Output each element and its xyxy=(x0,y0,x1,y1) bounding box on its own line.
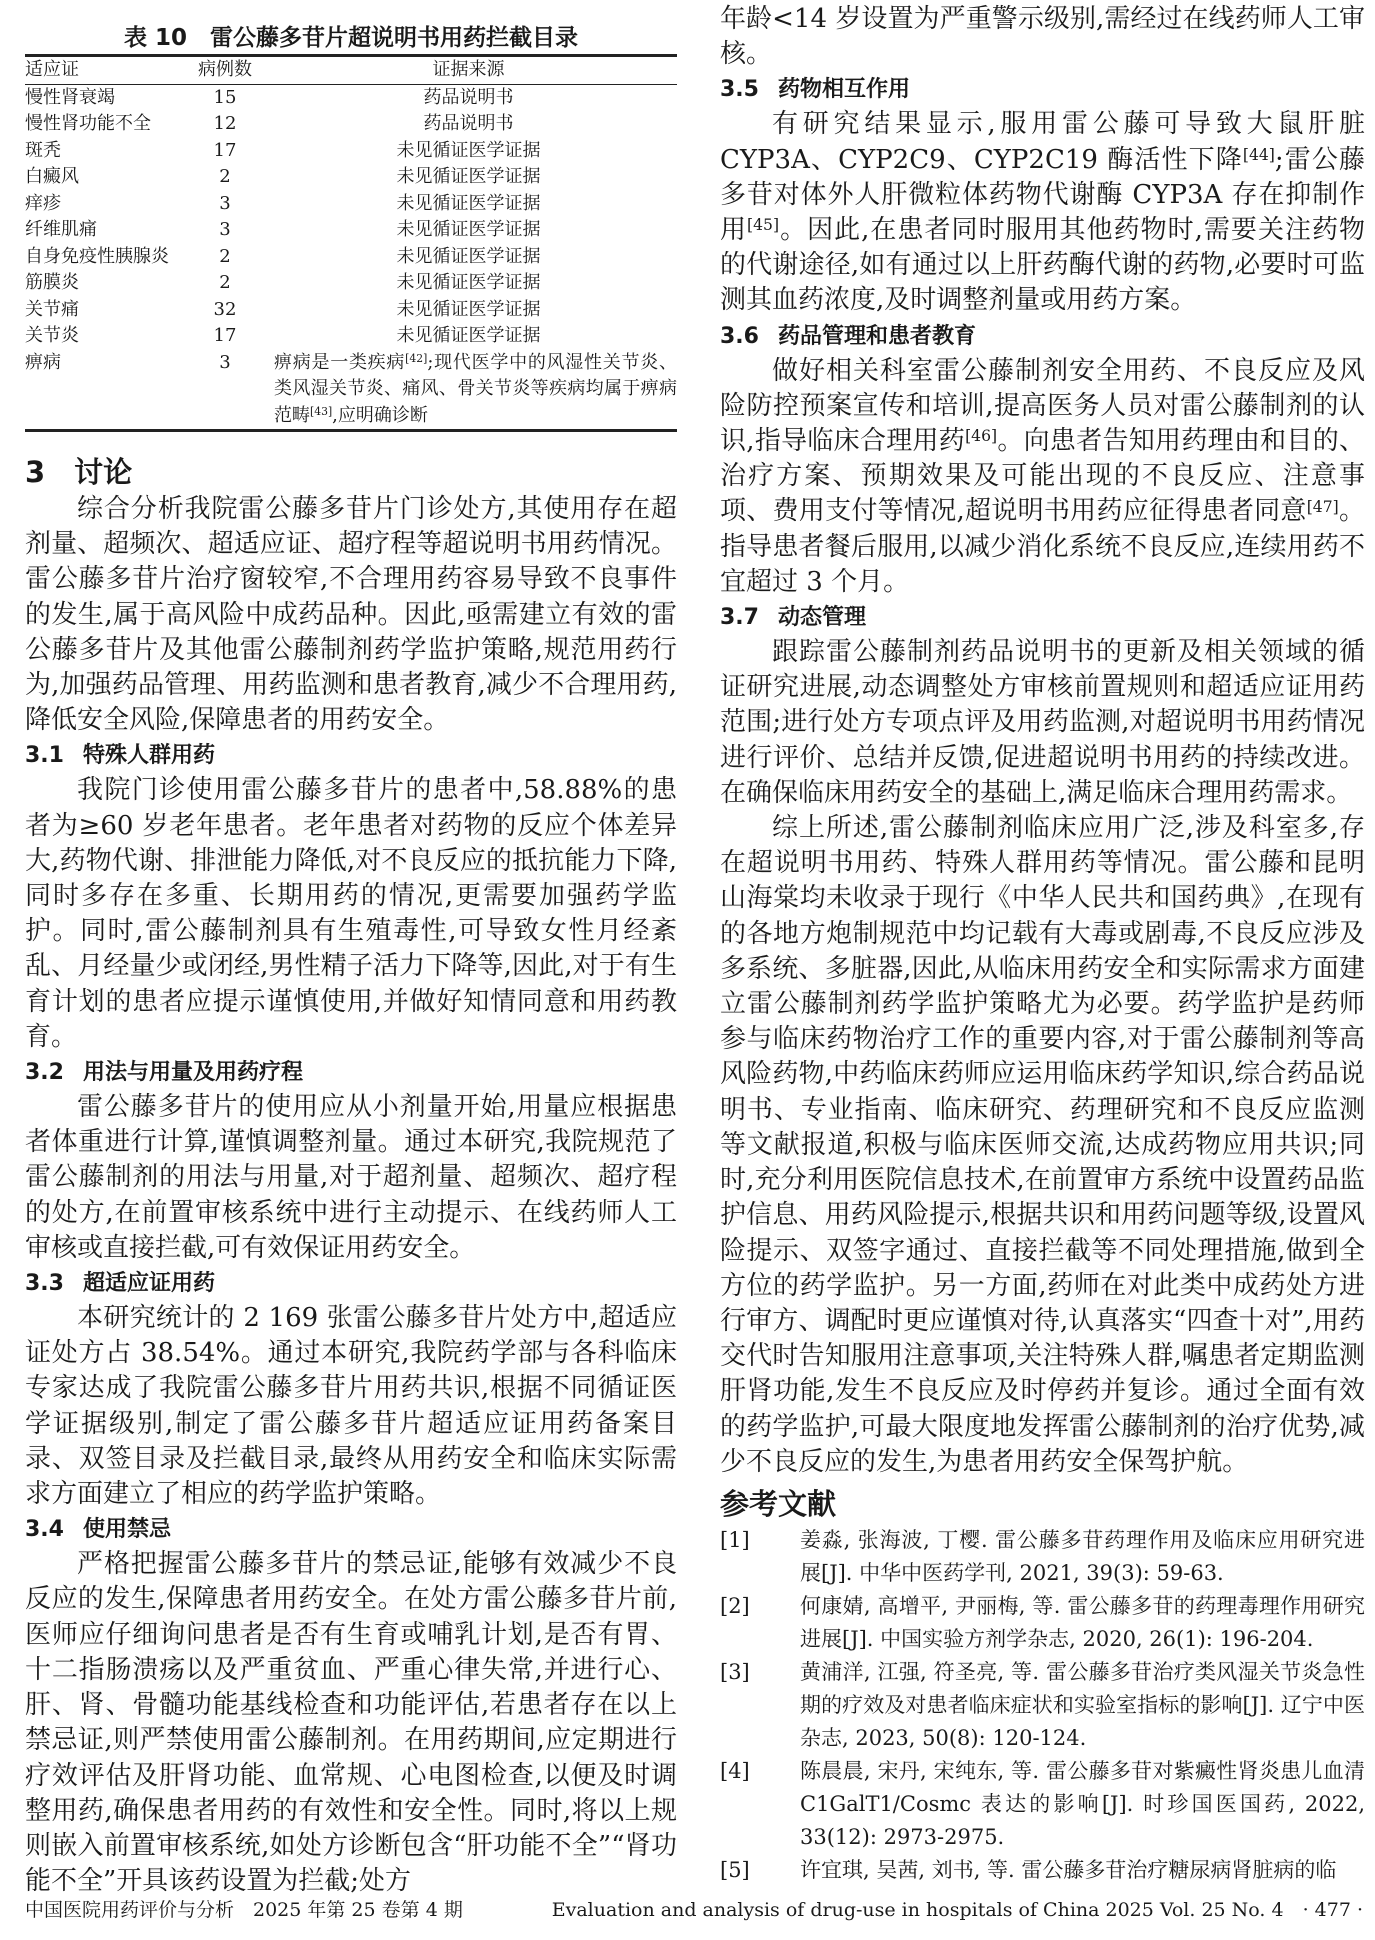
reference-item xyxy=(720,1524,1365,1590)
table-row xyxy=(25,323,677,350)
references-heading: 参考文献 xyxy=(720,1486,837,1521)
text-run: 综合分析我院雷公藤多苷片门诊处方,其使用存在超剂量、超频次、超适应证、超疗程等超说明书用药情况。雷公藤多苷片治疗窗较窄,不合理用药容易导致不良事件的发生,属于高风险中成药品种。因此,亟需建立有效的雷公藤多苷片及其他雷公藤制剂药学监护策略,规范用药行为,加强药品管理、用药监测和患者教育,减少不合理用药,降低安全风险,保障患者的用药安全。 xyxy=(25,494,677,736)
cell-source: 药品说明书 xyxy=(423,113,514,134)
left-column xyxy=(25,0,677,1899)
subsection-title: 用法与用量及用药疗程 xyxy=(83,1060,304,1086)
reference-text: 黄浦洋, 江强, 符圣亮, 等. 雷公藤多苷治疗类风湿关节炎急性期的疗效及对患者临床症状和实验室指标的影响[J]. 辽宁中医杂志, 2023, 50(8): 120-124. xyxy=(800,1659,1365,1750)
right-column xyxy=(720,0,1365,1887)
subsection-number: 3.2 xyxy=(25,1060,64,1086)
reference-number: [1] xyxy=(720,1527,750,1552)
reference-text: 何康婧, 高增平, 尹丽梅, 等. 雷公藤多苷的药理毒理作用研究进展[J]. 中国实验方剂学杂志, 2020, 26(1): 196-204. xyxy=(800,1593,1365,1651)
paragraph xyxy=(720,2,1365,72)
paragraph xyxy=(720,354,1365,600)
text-run: ;现代医学中的风湿性关节炎、类风湿关节炎、痛风、骨关节炎等疾病均属于痹病范畴 xyxy=(274,351,677,426)
cell-cases: 17 xyxy=(213,139,237,161)
cell-cases: 2 xyxy=(219,245,231,267)
subsection-title: 药物相互作用 xyxy=(778,77,911,103)
reference-item xyxy=(720,1656,1365,1755)
paragraph xyxy=(720,635,1365,811)
subsection-title: 药品管理和患者教育 xyxy=(778,323,977,349)
table-title: 表 10 雷公藤多苷片超说明书用药拦截目录 xyxy=(123,25,578,51)
cell-indication: 痒疹 xyxy=(25,192,61,214)
table-row xyxy=(25,297,677,324)
table-row xyxy=(25,164,677,191)
cell-source: 未见循证医学证据 xyxy=(396,192,541,214)
text-run: 有研究结果显示,服用雷公藤可导致大鼠肝脏 CYP3A、CYP2C9、CYP2C19 酶活性下降 xyxy=(720,109,1365,175)
table-row xyxy=(25,244,677,271)
reference-number: [4] xyxy=(720,1758,750,1783)
text-run: 做好相关科室雷公藤制剂安全用药、不良反应及风险防控预案宣传和培训,提高医务人员对雷公藤制剂的认识,指导临床合理用药 xyxy=(720,355,1365,457)
subsection-heading xyxy=(720,600,1365,635)
cell-cases: 3 xyxy=(219,192,231,214)
table-row xyxy=(25,84,677,111)
cell-source: 未见循证医学证据 xyxy=(396,245,541,267)
text-run: 雷公藤多苷片的使用应从小剂量开始,用量应根据患者体重进行计算,谨慎调整剂量。通过本研究,我院规范了雷公藤制剂的用法与用量,对于超剂量、超频次、超疗程的处方,在前置审核系统中进行主动提示、在线药师人工审核或直接拦截,可有效保证用药安全。 xyxy=(25,1092,677,1263)
paragraph xyxy=(25,773,677,1055)
subsection-number: 3.4 xyxy=(25,1517,64,1543)
text-run: ;雷公藤多苷对体外人肝微粒体药物代谢酶 CYP3A 存在抑制作用 xyxy=(720,144,1365,246)
reference-number: [3] xyxy=(720,1659,750,1684)
right-text-flow xyxy=(720,2,1365,1480)
citation-superscript: [44] xyxy=(1242,145,1275,164)
reference-number: [5] xyxy=(720,1857,750,1882)
paragraph xyxy=(25,1090,677,1266)
table-row xyxy=(25,350,677,431)
text-run: 。指导患者餐后服用,以减少消化系统不良反应,连续用药不宜超过 3 个月。 xyxy=(720,496,1365,597)
cell-indication: 白癜风 xyxy=(25,166,79,187)
cell-indication: 慢性肾功能不全 xyxy=(25,113,151,134)
paragraph xyxy=(720,107,1365,318)
cell-indication: 纤维肌痛 xyxy=(25,219,97,240)
subsection-title: 特殊人群用药 xyxy=(83,743,216,769)
cell-cases: 3 xyxy=(219,351,231,373)
subsection-heading xyxy=(25,1512,677,1547)
subsection-number: 3.1 xyxy=(25,743,64,769)
subsection-number: 3.7 xyxy=(720,605,759,631)
footer-journal-cn: 中国医院用药评价与分析 2025 年第 25 卷第 4 期 xyxy=(25,1899,463,1921)
text-run: 。因此,在患者同时服用其他药物时,需要关注药物的代谢途径,如有通过以上肝药酶代谢的药物,必要时可监测其血药浓度,及时调整剂量或用药方案。 xyxy=(720,215,1365,316)
cell-source: 药品说明书 xyxy=(423,86,514,108)
cell-indication: 关节炎 xyxy=(25,325,79,346)
cell-source: 未见循证医学证据 xyxy=(396,325,541,346)
page-footer xyxy=(25,1895,1363,1922)
cell-cases: 3 xyxy=(219,219,231,240)
subsection-heading xyxy=(25,738,677,773)
reference-number: [2] xyxy=(720,1593,750,1618)
cell-indication: 斑秃 xyxy=(25,139,61,161)
citation-superscript: [43] xyxy=(310,405,333,419)
paragraph xyxy=(25,1547,677,1899)
cell-cases: 32 xyxy=(213,298,237,320)
header-source: 证据来源 xyxy=(432,59,505,80)
section-heading: 3 讨论 xyxy=(25,455,133,489)
table-header-row xyxy=(25,56,677,85)
citation-superscript: [42] xyxy=(405,352,428,366)
paragraph xyxy=(720,811,1365,1480)
left-text-flow xyxy=(25,452,677,1899)
reference-item xyxy=(720,1854,1365,1887)
text-run: 综上所述,雷公藤制剂临床应用广泛,涉及科室多,存在超说明书用药、特殊人群用药等情况。雷公藤和昆明山海棠均未收录于现行《中华人民共和国药典》,在现有的各地方炮制规范中均记载有大毒或剧毒,不良反应涉及多系统、多脏器,因此,从临床用药安全和实际需求方面建立雷公藤制剂药学监护策略尤为必要。药学监护是药师参与临床药物治疗工作的重要内容,对于雷公藤制剂等高风险药物,中药临床药师应运用临床药学知识,综合药品说明书、专业指南、临床研究、药理研究和不良反应监测等文献报道,积极与临床医师交流,达成药物应用共识;同时,充分利用医院信息技术,在前置审方系统中设置药品监护信息、用药风险提示,根据共识和用药问题等级,设置风险提示、双签字通过、直接拦截等不同处理措施,做到全方位的药学监护。另一方面,药师在对此类中成药处方进行审方、调配时更应谨慎对待,认真落实“四查十对”,用药交代时告知服用注意事项,关注特殊人群,嘱患者定期监测肝肾功能,发生不良反应及时停药并复诊。通过全面有效的药学监护,可最大限度地发挥雷公藤制剂的治疗优势,减少不良反应的发生,为患者用药安全保驾护航。 xyxy=(720,813,1365,1477)
text-run: 痹病是一类疾病 xyxy=(274,351,406,373)
text-run: 跟踪雷公藤制剂药品说明书的更新及相关领域的循证研究进展,动态调整处方审核前置规则和超适应证用药范围;进行处方专项点评及用药监测,对超说明书用药情况进行评价、总结并反馈,促进超说明书用药的持续改进。在确保临床用药安全的基础上,满足临床合理用药需求。 xyxy=(720,637,1365,808)
cell-indication: 自身免疫性胰腺炎 xyxy=(25,245,169,267)
cell-indication: 痹病 xyxy=(25,351,61,373)
cell-source: 未见循证医学证据 xyxy=(396,166,541,187)
cell-source: 未见循证医学证据 xyxy=(396,272,541,293)
cell-source xyxy=(260,350,677,431)
citation-superscript: [46] xyxy=(965,427,998,446)
text-run: 年龄<14 岁设置为严重警示级别,需经过在线药师人工审核。 xyxy=(720,4,1365,70)
table-row xyxy=(25,138,677,165)
subsection-title: 使用禁忌 xyxy=(83,1517,172,1543)
table-row xyxy=(25,191,677,218)
cell-source: 未见循证医学证据 xyxy=(396,219,541,240)
subsection-number: 3.5 xyxy=(720,77,759,103)
paragraph xyxy=(25,492,677,738)
citation-superscript: [45] xyxy=(747,216,780,235)
header-indication: 适应证 xyxy=(25,59,79,80)
text-run: 严格把握雷公藤多苷片的禁忌证,能够有效减少不良反应的发生,保障患者用药安全。在处方雷公藤多苷片前,医师应仔细询问患者是否有生育或哺乳计划,是否有胃、十二指肠溃疡以及严重贫血、严重心律失常,并进行心、肝、肾、骨髓功能基线检查和功能评估,若患者存在以上禁忌证,则严禁使用雷公藤制剂。在用药期间,应定期进行疗效评估及肝肾功能、血常规、心电图检查,以便及时调整用药,确保患者用药的有效性和安全性。同时,将以上规则嵌入前置审核系统,如处方诊断包含“肝功能不全”“肾功能不全”开具该药设置为拦截;处方 xyxy=(25,1549,677,1897)
footer-journal-en: Evaluation and analysis of drug-use in hospitals of China 2025 Vol. 25 No. 4 · 477 · xyxy=(551,1899,1363,1921)
text-run: 我院门诊使用雷公藤多苷片的患者中,58.88%的患者为≥60 岁老年患者。老年患者对药物的反应个体差异大,药物代谢、排泄能力降低,对不良反应的抵抗能力下降,同时多存在多重、长期用药的情况,更需要加强药学监护。同时,雷公藤制剂具有生殖毒性,可导致女性月经紊乱、月经量少或闭经,男性精子活力下降等,因此,对于有生育计划的患者应提示谨慎使用,并做好知情同意和用药教育。 xyxy=(25,775,677,1052)
cell-cases: 2 xyxy=(219,272,231,293)
subsection-number: 3.6 xyxy=(720,323,759,349)
subsection-heading xyxy=(25,1266,677,1301)
subsection-heading xyxy=(720,319,1365,354)
table-row xyxy=(25,270,677,297)
reference-item xyxy=(720,1590,1365,1656)
reference-list xyxy=(720,1524,1365,1887)
reference-text: 许宜琪, 吴茜, 刘书, 等. 雷公藤多苷治疗糖尿病肾脏病的临 xyxy=(800,1857,1337,1882)
subsection-heading xyxy=(25,1055,677,1090)
citation-superscript: [47] xyxy=(1306,497,1339,516)
subsection-number: 3.3 xyxy=(25,1271,64,1297)
text-run: 。向患者告知用药理由和目的、治疗方案、预期效果及可能出现的不良反应、注意事项、费用支付等情况,超说明书用药应征得患者同意 xyxy=(720,426,1365,527)
reference-text: 陈晨晨, 宋丹, 宋纯东, 等. 雷公藤多苷对紫癜性肾炎患儿血清 C1GalT1/Cosmc 表达的影响[J]. 时珍国医国药, 2022, 33(12): 2973-2975. xyxy=(800,1758,1365,1849)
cell-source: 未见循证医学证据 xyxy=(396,139,541,161)
cell-indication: 关节痛 xyxy=(25,298,79,320)
cell-cases: 15 xyxy=(213,86,237,108)
cell-indication: 慢性肾衰竭 xyxy=(25,86,115,108)
off-label-intercept-table xyxy=(25,54,677,432)
table-row xyxy=(25,217,677,244)
header-cases: 病例数 xyxy=(198,59,252,80)
subsection-title: 超适应证用药 xyxy=(83,1271,216,1297)
reference-item xyxy=(720,1755,1365,1854)
cell-indication: 筋膜炎 xyxy=(25,272,79,293)
cell-source: 未见循证医学证据 xyxy=(396,298,541,320)
text-run: 本研究统计的 2 169 张雷公藤多苷片处方中,超适应证处方占 38.54%。通过本研究,我院药学部与各科临床专家达成了我院雷公藤多苷片用药共识,根据不同循证医学证据级别,制定了雷公藤多苷片超适应证用药备案目录、双签目录及拦截目录,最终从用药安全和临床实际需求方面建立了相应的药学监护策略。 xyxy=(25,1303,677,1510)
reference-text: 姜淼, 张海波, 丁樱. 雷公藤多苷药理作用及临床应用研究进展[J]. 中华中医药学刊, 2021, 39(3): 59-63. xyxy=(800,1527,1365,1585)
paragraph xyxy=(25,1301,677,1512)
table-row xyxy=(25,111,677,138)
cell-cases: 12 xyxy=(213,113,237,134)
cell-cases: 17 xyxy=(213,325,237,346)
cell-cases: 2 xyxy=(219,166,231,187)
text-run: ,应明确诊断 xyxy=(332,404,428,426)
subsection-heading xyxy=(720,72,1365,107)
subsection-title: 动态管理 xyxy=(778,605,867,631)
